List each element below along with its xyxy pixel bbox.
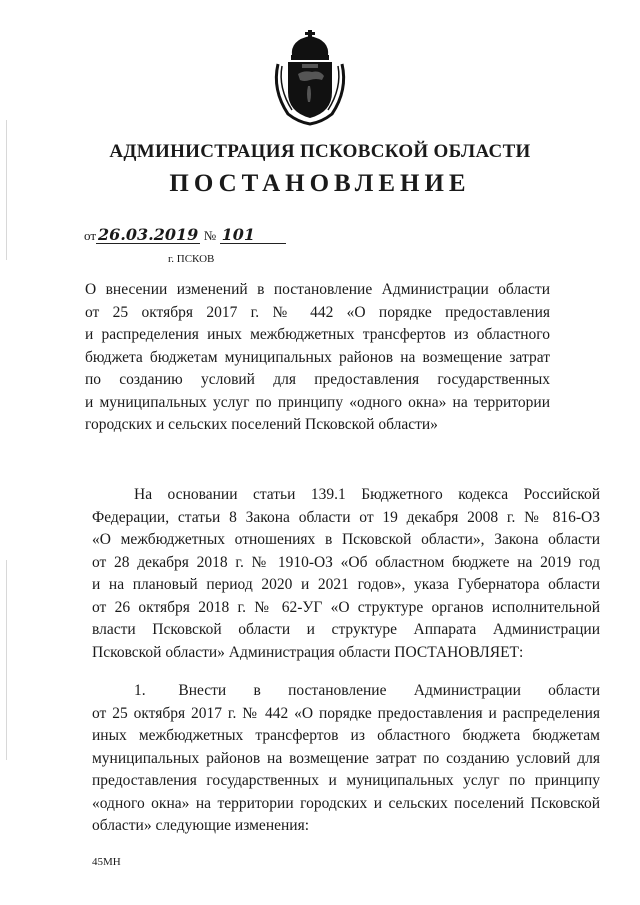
preamble-line: «О межбюджетных отношениях в Псковской области», Закона области (92, 531, 600, 548)
footer-code: 45МН (92, 856, 121, 868)
subject-line: бюджета бюджетам муниципальных районов на возмещение затрат (85, 348, 550, 366)
preamble-line: Псковской области» Администрация области ПОСТАНОВЛЯЕТ: (92, 643, 524, 661)
preamble-paragraph (92, 484, 600, 664)
item-line: 1. Внести в постановление Администрации области (134, 682, 600, 699)
preamble-line: от 28 декабря 2018 г. № 1910-ОЗ «Об областном бюджете на 2019 год (92, 553, 600, 571)
document-type-title: ПОСТАНОВЛЕНИЕ (169, 170, 471, 197)
item-line: от 25 октября 2017 г. № 442 «О порядке предоставления и распределения (92, 704, 600, 722)
item-1-paragraph (92, 680, 600, 838)
subject-line: и муниципальных услуг по принципу «одного окна» на территории (85, 393, 550, 411)
item-line: предоставления государственных и муниципальных услуг по принципу (92, 772, 600, 789)
document-subject (85, 279, 550, 437)
subject-line: и распределения иных межбюджетных трансфертов из областного (85, 326, 550, 343)
item-line: иных межбюджетных трансфертов из областного бюджета бюджетам (92, 727, 600, 744)
item-line: области» следующие изменения: (92, 817, 310, 834)
pskov-coat-of-arms-icon (268, 30, 352, 126)
item-line: «одного окна» на территории городских и сельских поселений Псковской (92, 794, 600, 812)
subject-line: от 25 октября 2017 г. № 442 «О порядке предоставления (85, 303, 550, 321)
date-prefix: от (84, 228, 97, 243)
number-label: № (203, 228, 217, 243)
subject-line: О внесении изменений в постановление Администрации области (85, 281, 550, 298)
agency-title: АДМИНИСТРАЦИЯ ПСКОВСКОЙ ОБЛАСТИ (109, 141, 531, 162)
scan-edge-mark (6, 560, 7, 760)
registration-line (84, 227, 286, 245)
subject-line: по созданию условий для предоставления государственных (85, 371, 550, 388)
scan-edge-mark (6, 120, 7, 260)
item-line: муниципальных районов на возмещение затрат по созданию условий для (92, 749, 600, 767)
subject-line: городских и сельских поселений Псковской области» (85, 416, 438, 433)
preamble-line: и на плановый период 2020 и 2021 годов», указа Губернатора области (92, 576, 600, 593)
preamble-line: власти Псковской области и структуре Аппарата Администрации (92, 621, 600, 638)
handwritten-date: 26.03.2019 (98, 225, 199, 244)
city-label: г. ПСКОВ (168, 253, 215, 265)
preamble-line: На основании статьи 139.1 Бюджетного кодекса Российской (134, 486, 600, 503)
preamble-line: от 26 октября 2018 г. № 62-УГ «О структуре органов исполнительной (92, 598, 600, 616)
handwritten-number: 101 (220, 227, 286, 244)
preamble-line: Федерации, статьи 8 Закона области от 19 декабря 2008 г. № 816-ОЗ (92, 508, 600, 526)
